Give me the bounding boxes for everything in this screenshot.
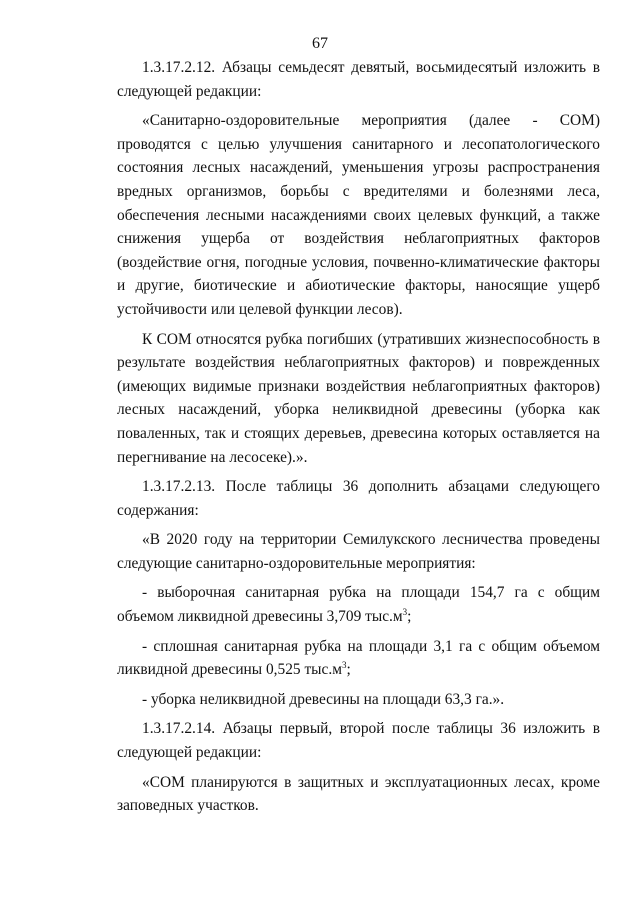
paragraph-2020-measures: «В 2020 году на территории Семилукского лесничества проведены следующие санитарно-оздоровительные мероприятия: — [117, 531, 600, 572]
paragraph-1-3-17-2-13: 1.3.17.2.13. После таблицы 36 дополнить абзацами следующего содержания: — [117, 478, 600, 519]
page-number: 67 — [312, 35, 328, 52]
paragraph-som-scope: К СОМ относятся рубка погибших (утративших жизнеспособность в результате воздействия неблагоприятных факторов) и поврежденных (имеющих видимые признаки воздействия неблагоприятных факторов) лесных насаждений, уборка неликвидной древесины (уборка как поваленных, так и стоящих деревьев, древесина которых оставляется на перегнивание на лесосеке).». — [117, 330, 600, 466]
list-item-end: ; — [407, 608, 412, 626]
document-body — [117, 56, 600, 824]
list-item-end: ; — [346, 661, 351, 679]
list-item-text: - сплошная санитарная рубка на площади 3,1 га с общим объемом ликвидной древесины 0,525 тыс.м — [117, 637, 600, 679]
paragraph-1-3-17-2-14: 1.3.17.2.14. Абзацы первый, второй после таблицы 36 изложить в следующей редакции: — [117, 720, 600, 762]
paragraph-1-3-17-2-12: 1.3.17.2.12. Абзацы семьдесят девятый, восьмидесятый изложить в следующей редакции: — [117, 59, 600, 100]
superscript: 3 — [402, 606, 408, 617]
list-item-text: - выборочная санитарная рубка на площади 154,7 га с общим объемом ликвидной древесины 3,709 тыс.м — [117, 584, 600, 626]
list-item-selective-felling — [117, 581, 600, 628]
paragraph-som-planning: «СОМ планируются в защитных и эксплуатационных лесах, кроме заповедных участков. — [117, 773, 600, 815]
superscript: 3 — [341, 660, 347, 671]
list-item-clear-felling — [117, 635, 600, 682]
paragraph-som-definition: «Санитарно-оздоровительные мероприятия (далее - СОМ) проводятся с целью улучшения санитарного и лесопатологического состояния лесных насаждений, уменьшения угрозы распространения вредных организмов, борьбы с вредителями и болезнями леса, обеспечения лесными насаждениями своих целевых функций, а также снижения ущерба от воздействия неблагоприятных факторов (воздействие огня, погодные условия, почвенно-климатические факторы и другие, биотические и абиотические факторы, наносящие ущерб устойчивости или целевой функции лесов). — [117, 112, 600, 318]
list-item-cleanup: - уборка неликвидной древесины на площади 63,3 га.». — [142, 690, 505, 708]
